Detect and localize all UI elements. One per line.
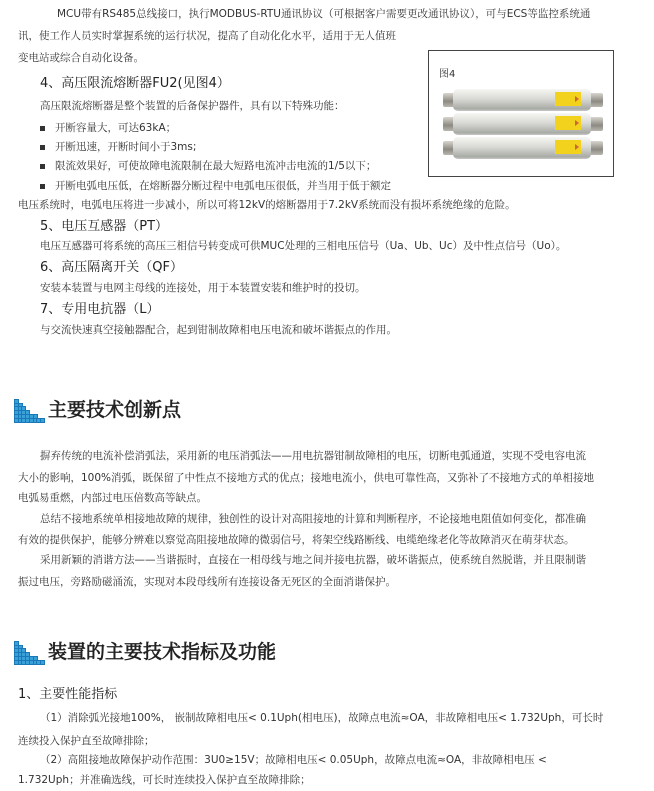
block-square (40, 418, 45, 423)
paragraph-line: 摒弃传统的电流补偿消弧法，采用新的电压消弧法——用电抗器钳制故障相的电压，切断电弧通道，实现不受电容电流 (40, 450, 586, 462)
intro-line: 讯，使工作人员实时掌握系统的运行状况，提高了自动化化水平，适用于无人值班 (18, 30, 396, 42)
section-title: 装置的主要技术指标及功能 (48, 641, 277, 663)
bullet-icon (40, 164, 45, 169)
intro-line: 变电站或综合自动化设备。 (18, 52, 144, 64)
section-blocks-icon (14, 399, 44, 421)
item7-title: 7、专用电抗器（L） (40, 302, 160, 317)
fuse-icon (443, 89, 603, 111)
bullet-item: 开断电弧电压低，在熔断器分断过程中电弧电压很低，并当用于低于额定 (40, 179, 391, 193)
intro-line: MCU带有RS485总线接口，执行MODBUS-RTU通讯协议（可根据客户需要更改通讯协议），可与ECS等监控系统通 (57, 8, 591, 20)
paragraph-line: 连续投入保护直至故障排除； (18, 735, 155, 747)
item7-desc: 与交流快速真空接触器配合，起到钳制故障相电压电流和破坏谐振点的作用。 (40, 324, 397, 336)
paragraph-line: 采用新颖的消谐方法——当谐振时，直接在一相母线与地之间并接电抗器，破坏谐振点，使系统自然脱谐，并且限制谐 (40, 554, 586, 566)
paragraph-line: （1）消除弧光接地100%， 嵌制故障相电压< 0.1Uph(相电压)，故障点电流≈OA，非故障相电压< 1.732Uph，可长时 (40, 712, 604, 724)
bullet-item: 开断迅速，开断时间小于3ms; (40, 140, 196, 154)
bullet-item: 开断容量大，可达63kA； (40, 121, 176, 135)
item6-title: 6、高压隔离开关（QF） (40, 260, 183, 275)
figure-4 (428, 50, 614, 177)
paragraph-line: 振过电压，旁路励磁涌流，实现对本段母线所有连接设备无死区的全面消谐保护。 (18, 576, 396, 588)
item4-desc: 高压限流熔断器是整个装置的后备保护器件，具有以下特殊功能： (40, 100, 345, 112)
fuse-icon (443, 113, 603, 135)
bullet-icon (40, 145, 45, 150)
bullet-icon (40, 184, 45, 189)
section-heading (14, 399, 181, 421)
paragraph-line: 1.732Uph；并准确选线，可长时连续投入保护直至故障排除； (18, 774, 311, 786)
section2-subtitle: 1、主要性能指标 (18, 687, 118, 702)
paragraph-line: 总结不接地系统单相接地故障的规律，独创性的设计对高阻接地的计算和判断程序，不论接地电阻值如何变化，都准确 (40, 513, 586, 525)
figure-label: 图4 (439, 69, 456, 80)
item5-title: 5、电压互感器（PT） (40, 219, 169, 234)
paragraph-line: 大小的影响，100%消弧，既保留了中性点不接地方式的优点；接地电流小，供电可靠性高，又弥补了不接地方式的单相接地 (18, 472, 595, 484)
paragraph-line: 有效的提供保护，能够分辨难以察觉高阻接地故障的微弱信号，将架空线路断线、电缆绝缘老化等故障消灭在萌芽状态。 (18, 534, 575, 546)
paragraph-line: （2）高阻接地故障保护动作范围：3U0≥15V；故障相电压< 0.05Uph，故障点电流≈OA，非故障相电压 < (40, 754, 547, 766)
item6-desc: 安装本装置与电网主母线的连接处，用于本装置安装和维护时的投切。 (40, 282, 366, 294)
section-title: 主要技术创新点 (48, 399, 182, 421)
paragraph-line: 电弧易重燃，内部过电压倍数高等缺点。 (18, 492, 207, 504)
block-square (40, 660, 45, 665)
section-heading (14, 641, 276, 663)
section-blocks-icon (14, 641, 44, 663)
bullet-item: 限流效果好，可使故障电流限制在最大短路电流冲击电流的1/5以下； (40, 159, 376, 173)
item4-title: 4、高压限流熔断器FU2(见图4） (40, 76, 230, 91)
bullet-icon (40, 126, 45, 131)
item4-continuation: 电压系统时，电弧电压将进一步减小，所以可将12kV的熔断器用于7.2kV系统而没有损坏系统绝缘的危险。 (18, 199, 516, 211)
item5-desc: 电压互感器可将系统的高压三相信号转变成可供MUC处理的三相电压信号（Ua、Ub、Uc）及中性点信号（Uo）。 (40, 240, 567, 252)
fuse-icon (443, 137, 603, 159)
